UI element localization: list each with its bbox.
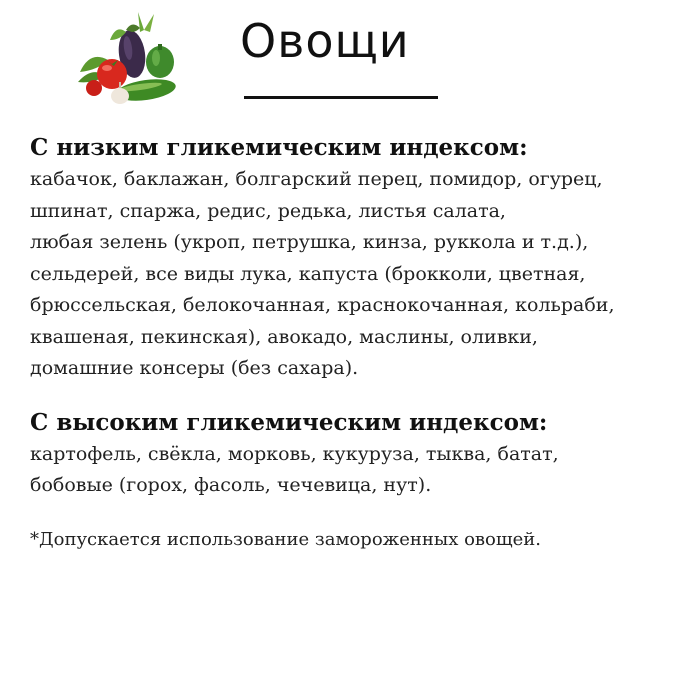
footnote: *Допускается использование замороженных овощей.: [30, 528, 541, 550]
section-heading-low-gi: С низким гликемическим индексом:: [30, 134, 528, 161]
section-text-low-gi: [30, 164, 660, 385]
content: [30, 132, 660, 554]
text-line: бобовые (горох, фасоль, чечевица, нут).: [30, 474, 432, 496]
section-low-gi: [30, 132, 660, 385]
text-line: картофель, свёкла, морковь, кукуруза, тыква, батат,: [30, 442, 559, 465]
text-line: кабачок, баклажан, болгарский перец, помидор, огурец,: [30, 168, 603, 190]
section-heading-high-gi: С высоким гликемическим индексом:: [30, 408, 548, 436]
page-title: Овощи: [240, 14, 410, 68]
section-text-high-gi: [30, 439, 660, 502]
section-spacer: [30, 385, 660, 407]
text-line: квашеная, пекинская), авокадо, маслины, оливки,: [30, 325, 538, 348]
text-line: шпинат, спаржа, редис, редька, листья салата,: [30, 199, 506, 222]
text-line: брюссельская, белокочанная, краснокочанная, кольраби,: [30, 294, 615, 316]
header: [0, 0, 680, 120]
text-line: любая зелень (укроп, петрушка, кинза, руккола и т.д.),: [30, 231, 589, 253]
title-underline: [244, 96, 438, 99]
vegetables-illustration-icon: [70, 10, 190, 110]
text-line: домашние консеры (без сахара).: [30, 357, 359, 379]
section-high-gi: [30, 407, 660, 502]
text-line: сельдерей, все виды лука, капуста (брокколи, цветная,: [30, 262, 586, 285]
